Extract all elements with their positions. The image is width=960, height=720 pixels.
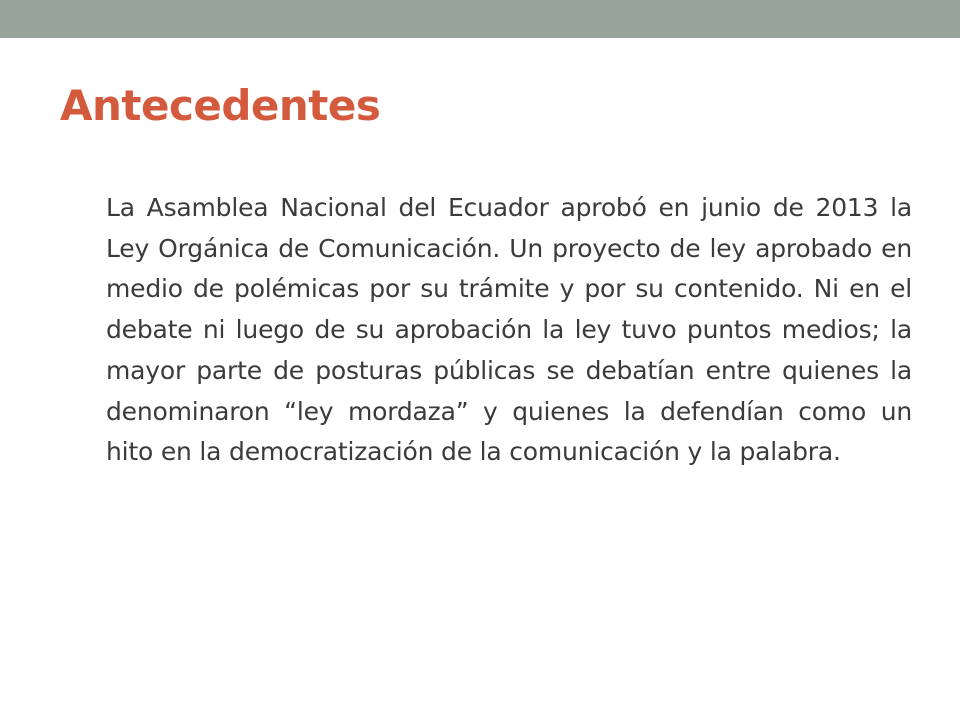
top-accent-bar: [0, 0, 960, 38]
slide-title: Antecedentes: [60, 81, 381, 130]
slide-body-paragraph: La Asamblea Nacional del Ecuador aprobó en junio de 2013 la Ley Orgánica de Comunicación. Un proyecto de ley aprobado en medio de polémicas por su trámite y por su contenido. Ni en el debate ni luego de su aprobación la ley tuvo puntos medios; la mayor parte de posturas públicas se debatían entre quienes la denominaron “ley mordaza” y quienes la defendían como un hito en la democratización de la comunicación y la palabra.: [106, 193, 912, 467]
